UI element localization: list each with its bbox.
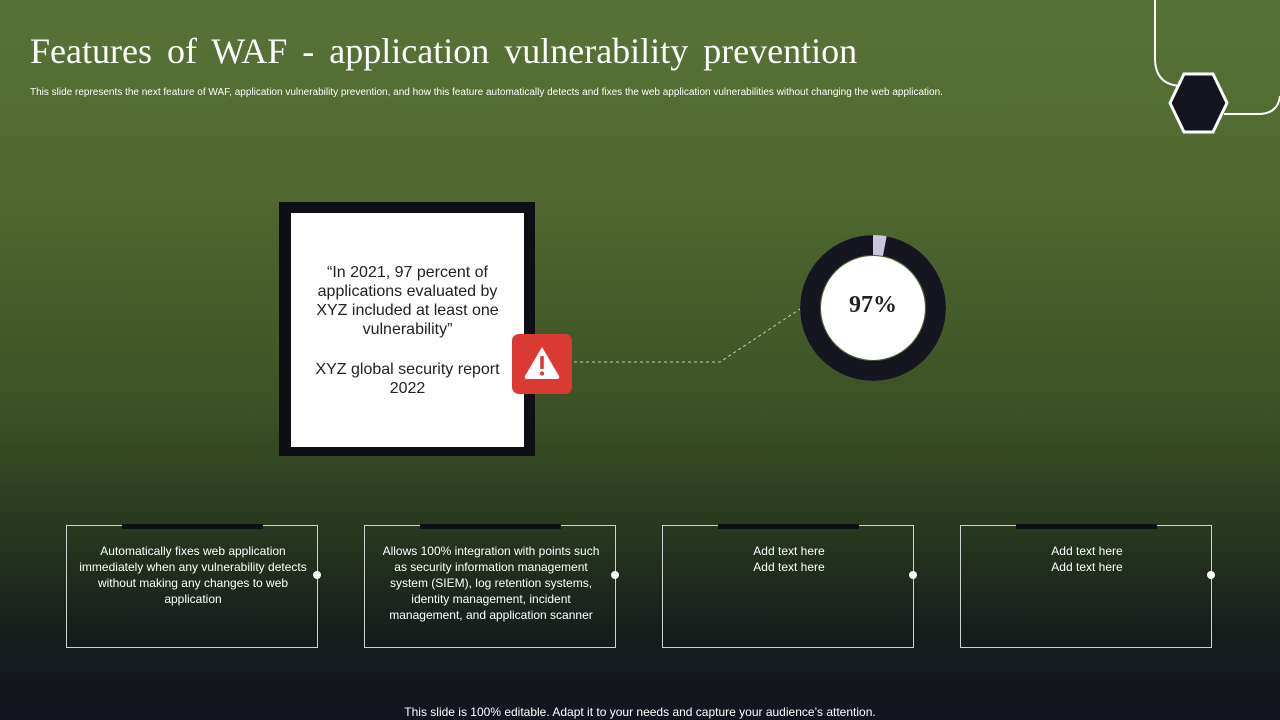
quote-source: XYZ global security report 2022 xyxy=(315,361,500,397)
percentage-label: 97% xyxy=(849,292,897,318)
quote-text: “In 2021, 97 percent of applications evaluated by XYZ included at least one vulnerability” xyxy=(316,264,499,338)
hexagon-icon xyxy=(1170,71,1228,133)
box-connector-dot xyxy=(1207,571,1215,579)
footer-note: This slide is 100% editable. Adapt it to your needs and capture your audience’s attention. xyxy=(404,705,876,719)
feature-text: Add text here Add text here xyxy=(753,544,825,574)
box-accent-bar xyxy=(718,524,859,529)
feature-text: Add text here Add text here xyxy=(1051,544,1123,574)
box-connector-dot xyxy=(611,571,619,579)
page-title: Features of WAF - application vulnerability prevention xyxy=(30,31,858,71)
page-subtitle: This slide represents the next feature of WAF, application vulnerability prevention, and how this feature automatically detects and fixes the web application vulnerabilities without changing the web application. xyxy=(30,87,943,98)
connector-line xyxy=(574,307,803,362)
alert-badge xyxy=(512,334,572,394)
feature-box-3 xyxy=(662,525,914,648)
feature-text: Allows 100% integration with points such as security information management system (SIEM), log retention systems, identity management, incident management, and application scanner xyxy=(382,544,600,622)
feature-text: Automatically fixes web application immediately when any vulnerability detects without making any changes to web application xyxy=(79,544,307,606)
warning-triangle-icon xyxy=(512,334,572,394)
box-connector-dot xyxy=(313,571,321,579)
box-accent-bar xyxy=(420,524,561,529)
feature-box-1 xyxy=(66,525,318,648)
box-accent-bar xyxy=(122,524,263,529)
box-connector-dot xyxy=(909,571,917,579)
feature-box-2 xyxy=(364,525,616,648)
box-accent-bar xyxy=(1016,524,1157,529)
feature-box-4 xyxy=(960,525,1212,648)
quote-card xyxy=(291,213,524,447)
